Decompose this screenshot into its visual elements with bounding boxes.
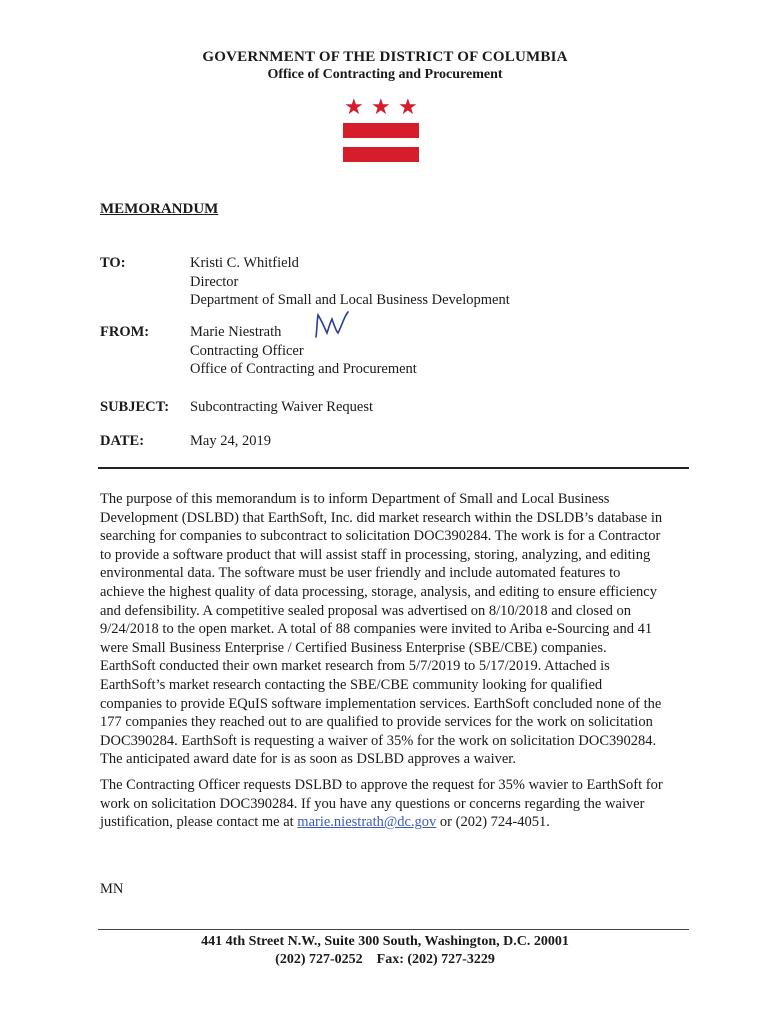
from-label: FROM:: [100, 324, 150, 340]
paragraph-line: The purpose of this memorandum is to inform Department of Small and Local Business: [100, 491, 610, 507]
date-label: DATE:: [100, 433, 145, 449]
from-name: Marie Niestrath: [190, 324, 282, 340]
paragraph-line: achieve the highest quality of data processing, storage, analysis, and editing to ensure efficiency: [100, 583, 657, 600]
to-label: TO:: [100, 255, 126, 271]
to-name: Kristi C. Whitfield: [190, 255, 299, 271]
paragraph-line: EarthSoft conducted their own market research from 5/7/2019 to 5/17/2019. Attached is: [100, 658, 610, 675]
subject-label: SUBJECT:: [100, 399, 170, 415]
paragraph-line: 177 companies they reached out to are qualified to provide services for the work on solicitation: [100, 714, 653, 731]
dc-flag-logo: [343, 96, 419, 164]
from-value: [190, 323, 670, 379]
flag-star-icon: ★: [371, 94, 391, 119]
paragraph-line: EarthSoft’s market research contacting the SBE/CBE community looking for qualified: [100, 676, 603, 693]
paragraph-line: to provide a software product that will assist staff in processing, storing, analyzing, and editing: [100, 546, 651, 563]
paragraph-line: DOC390284. EarthSoft is requesting a waiver of 35% for the work on solicitation DOC390284.: [100, 732, 657, 749]
closing-initials: MN: [100, 881, 124, 897]
paragraph-line: The anticipated award date for is as soon as DSLBD approves a waiver.: [100, 751, 516, 768]
body-paragraph-2: [100, 776, 690, 832]
footer-phones: (202) 727-0252 Fax: (202) 727-3229: [275, 952, 495, 967]
office-heading: Office of Contracting and Procurement: [267, 67, 503, 82]
date-value: May 24, 2019: [190, 433, 271, 449]
to-value: [190, 254, 670, 310]
flag-star-icon: ★: [344, 94, 364, 119]
footer-address: 441 4th Street N.W., Suite 300 South, Washington, D.C. 20001: [201, 934, 569, 949]
handwritten-initials-signature: [313, 311, 353, 339]
to-department: Department of Small and Local Business Development: [190, 292, 510, 308]
paragraph-line: The Contracting Officer requests DSLBD to approve the request for 35% wavier to EarthSoft for: [100, 777, 663, 793]
contact-text: justification, please contact me at: [100, 814, 298, 831]
contact-phone-text: or (202) 724-4051.: [436, 814, 550, 831]
paragraph-line: Development (DSLBD) that EarthSoft, Inc. did market research within the DSLDB’s database in: [100, 509, 663, 526]
paragraph-line: work on solicitation DOC390284. If you have any questions or concerns regarding the waiver: [100, 795, 645, 812]
paragraph-line: and defensibility. A competitive sealed proposal was advertised on 8/10/2018 and closed on: [100, 602, 632, 619]
paragraph-line: environmental data. The software must be user friendly and include automated features to: [100, 565, 621, 582]
footer-divider: [98, 929, 689, 930]
flag-star-icon: ★: [398, 94, 418, 119]
flag-bar-bottom: [343, 147, 419, 162]
from-title: Contracting Officer: [190, 342, 304, 359]
from-office: Office of Contracting and Procurement: [190, 361, 417, 377]
email-link[interactable]: marie.niestrath@dc.gov: [297, 814, 437, 831]
paragraph-line: searching for companies to subcontract to solicitation DOC390284. The work is for a Contractor: [100, 528, 661, 545]
memo-title: MEMORANDUM: [100, 201, 219, 217]
org-heading: GOVERNMENT OF THE DISTRICT OF COLUMBIA: [202, 49, 568, 65]
paragraph-line: [100, 813, 690, 832]
subject-value: Subcontracting Waiver Request: [190, 399, 373, 415]
flag-bar-top: [343, 123, 419, 138]
paragraph-line: were Small Business Enterprise / Certified Business Enterprise (SBE/CBE) companies.: [100, 639, 607, 656]
paragraph-line: companies to provide EQuIS software implementation services. EarthSoft concluded none of the: [100, 695, 662, 712]
to-title: Director: [190, 273, 239, 290]
paragraph-line: 9/24/2018 to the open market. A total of 88 companies were invited to Ariba e-Sourcing and 41: [100, 621, 653, 638]
header-divider: [98, 467, 689, 469]
body-paragraph-1: [100, 490, 690, 769]
